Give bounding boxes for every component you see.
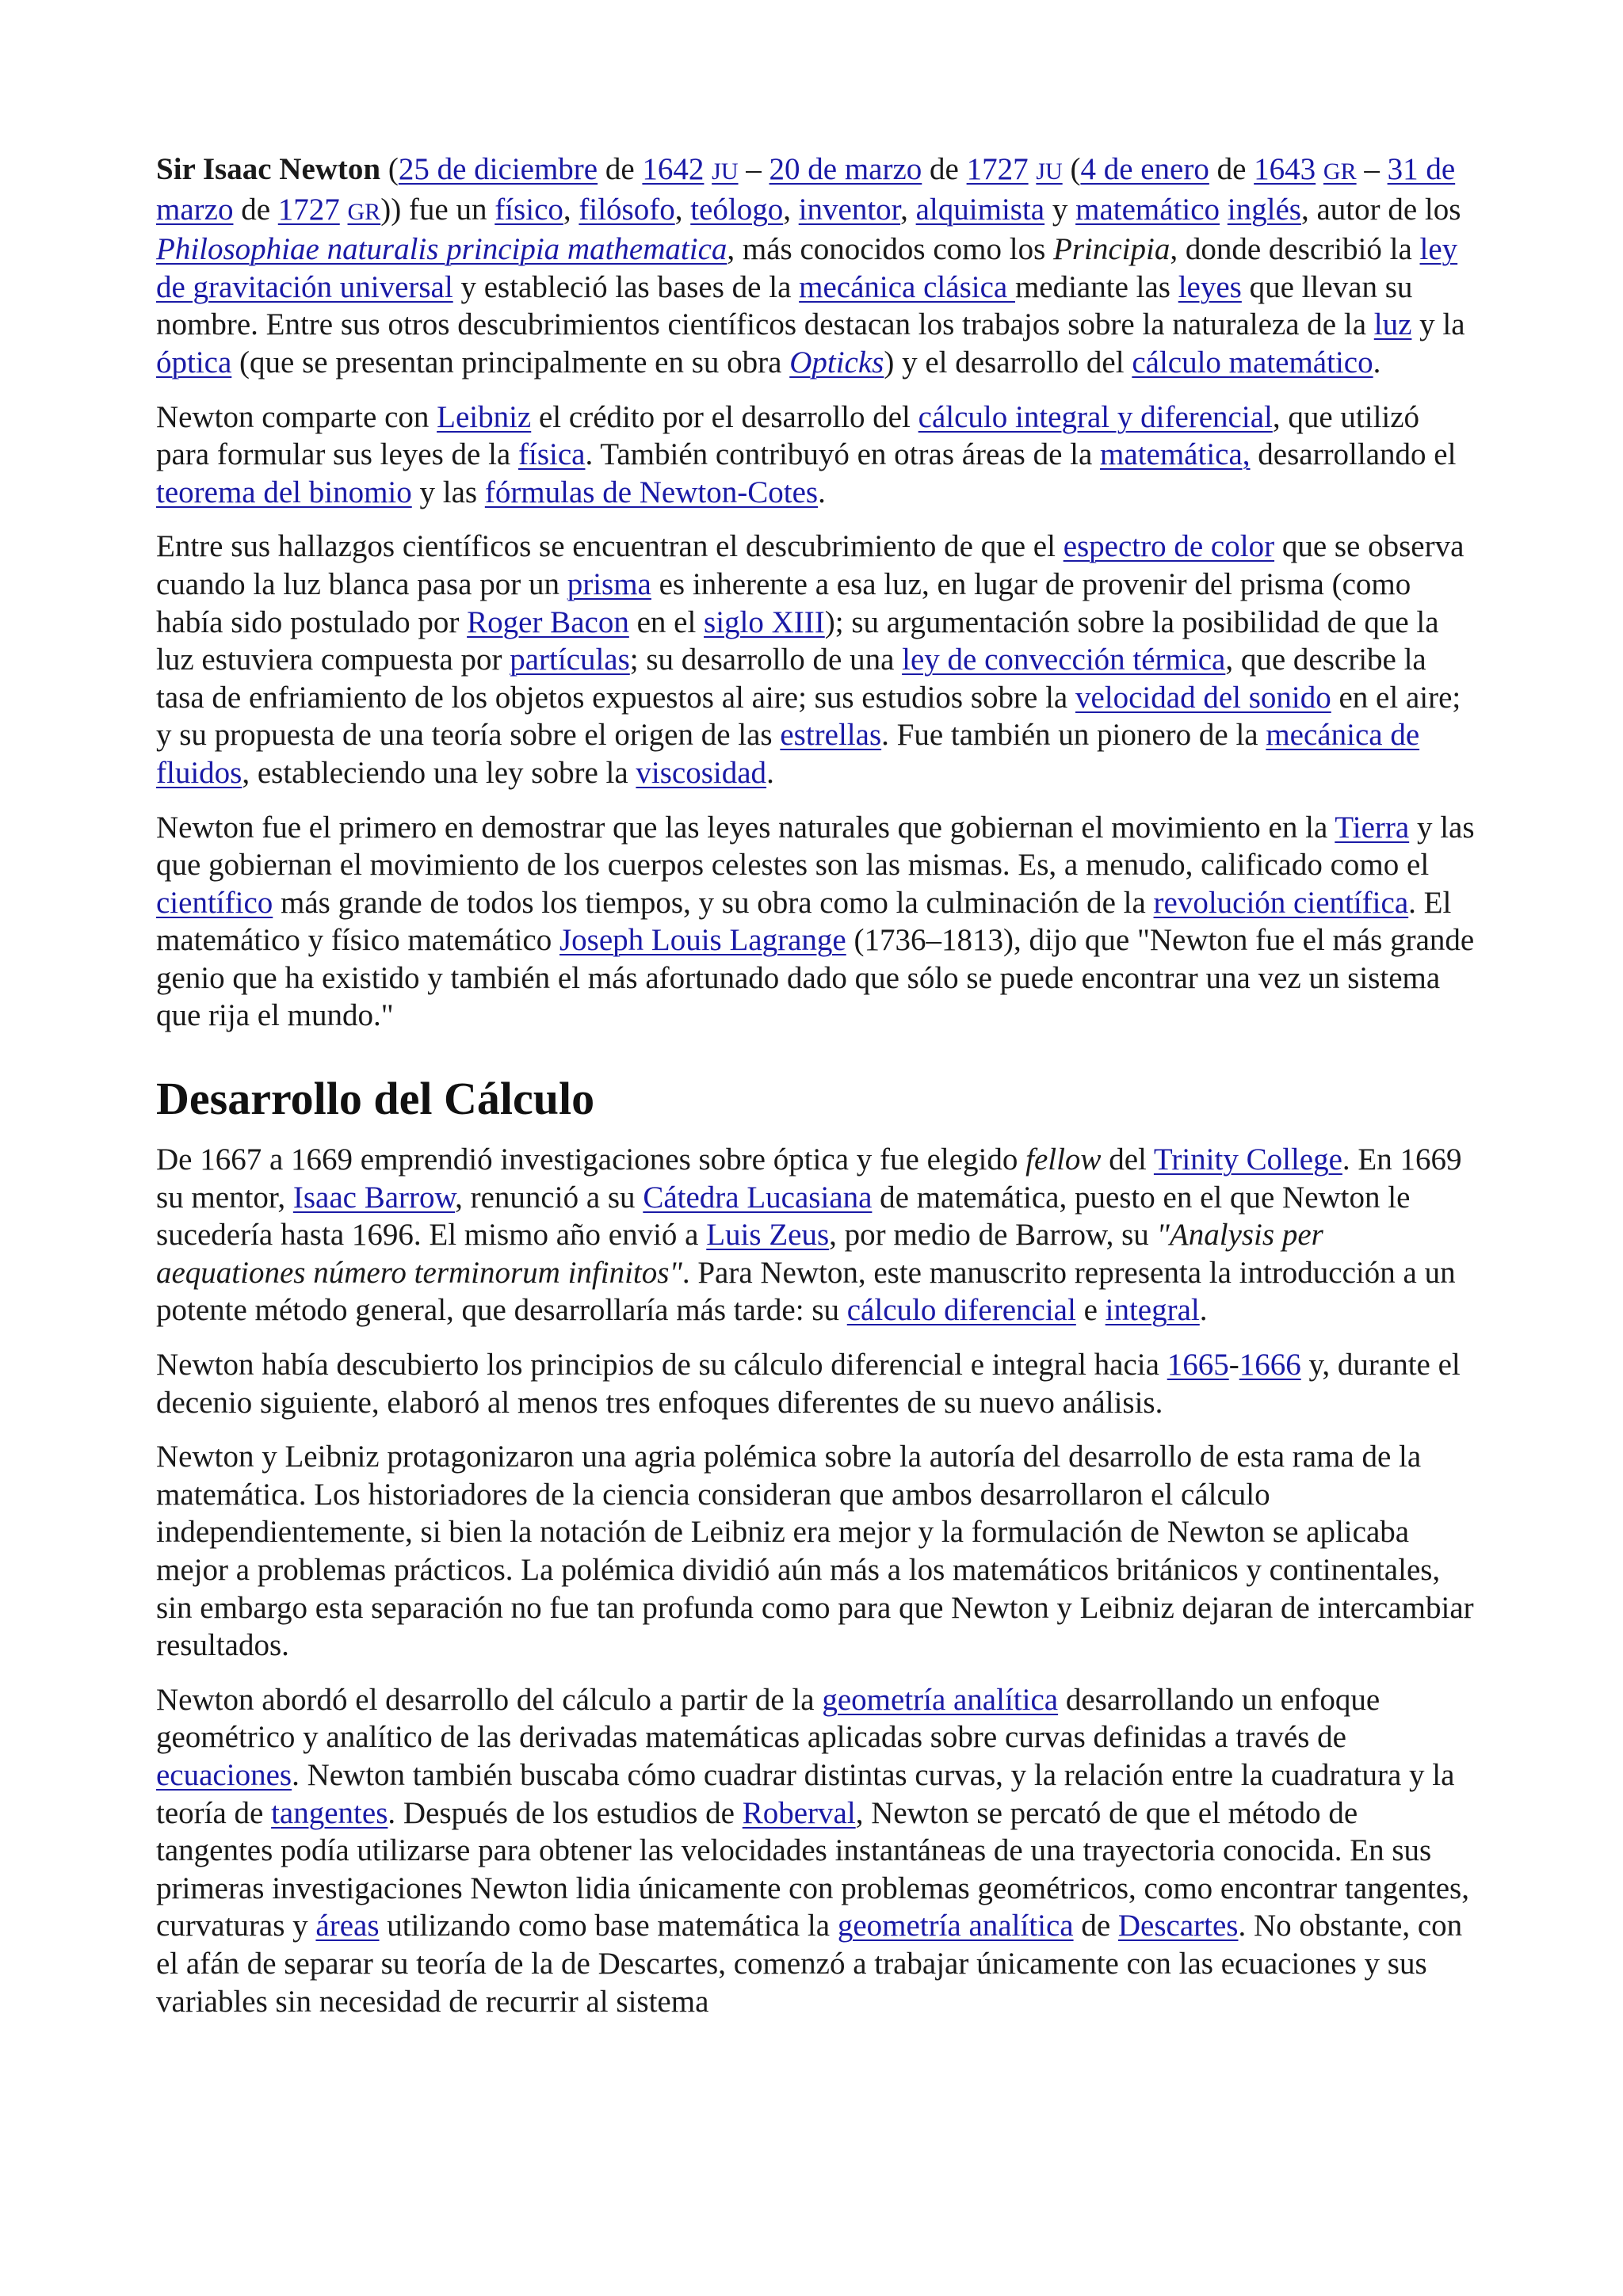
text: , Newton se percató de que el método de tangentes podía utilizarse para obtener las velocidades instantáneas de una trayectoria conocida. En sus primeras investigaciones Newton lidia únicamente con problemas geométricos, como encontrar tangentes, curvaturas y — [156, 1795, 1469, 1943]
link-estrellas[interactable]: estrellas — [780, 718, 882, 753]
link-trinity-college[interactable]: Trinity College — [1153, 1142, 1342, 1177]
link-roger-bacon[interactable]: Roger Bacon — [467, 605, 629, 639]
link-prisma[interactable]: prisma — [567, 566, 651, 601]
text: utilizando como base matemática la — [379, 1909, 838, 1943]
text: del — [1101, 1142, 1154, 1177]
text: . — [818, 475, 826, 509]
text: desarrollando un enfoque geométrico y analítico de las derivadas matemáticas aplicadas sobre curvas definidas a través de — [156, 1682, 1381, 1755]
link-birth-year-gregorian[interactable]: 1643 — [1254, 152, 1316, 186]
text: - — [1228, 1348, 1239, 1383]
text: , autor de los — [1300, 192, 1461, 227]
text: , — [783, 192, 799, 227]
text: , por medio de Barrow, su — [829, 1218, 1157, 1253]
link-julian-calendar[interactable]: JU — [712, 158, 739, 185]
text: De 1667 a 1669 emprendió investigaciones sobre óptica y fue elegido — [156, 1142, 1026, 1177]
link-gravitacion[interactable]: ley de gravitación universal — [156, 232, 1458, 304]
link-teorema-binomio[interactable]: teorema del binomio — [156, 475, 412, 509]
intro-paragraph — [156, 151, 1475, 382]
text: . Después de los estudios de — [388, 1795, 743, 1830]
text: de matemática, puesto en el que Newton le sucedería hasta 1696. El mismo año envió a — [156, 1180, 1411, 1253]
link-geometria-analitica[interactable]: geometría analítica — [822, 1682, 1059, 1717]
article — [156, 151, 1475, 2037]
text: . También contribuyó en otras áreas de la — [585, 437, 1101, 472]
text: . No obstante, con el afán de separar su teoría de la de Descartes, comenzó a trabajar únicamente con las ecuaciones y sus variables sin necesidad de recurrir al sistema — [156, 1909, 1463, 2019]
paragraph-hallazgos — [156, 528, 1475, 791]
text: de — [233, 192, 278, 227]
link-alquimista[interactable]: alquimista — [915, 192, 1045, 227]
text: de — [598, 152, 643, 186]
text: de — [922, 152, 967, 186]
italic-analysis-title: "Analysis per aequationes número terminorum infinitos" — [156, 1218, 1323, 1290]
italic-fellow: fellow — [1025, 1142, 1102, 1177]
link-birth-date[interactable]: 25 de diciembre — [398, 152, 598, 186]
link-integral[interactable]: integral — [1105, 1293, 1200, 1328]
text: y estableció las bases de la — [453, 269, 800, 304]
text: . El matemático y físico matemático — [156, 885, 1452, 958]
paragraph-leibniz — [156, 399, 1475, 512]
link-principia-title: Philosophiae naturalis principia mathematica — [156, 232, 727, 267]
link-luis-zeus[interactable]: Luis Zeus — [706, 1218, 830, 1253]
link-death-year-gregorian[interactable]: 1727 — [277, 192, 340, 227]
link-tangentes[interactable]: tangentes — [271, 1795, 388, 1830]
text: Newton abordó el desarrollo del cálculo a partir de la — [156, 1682, 823, 1717]
link-calculo-matematico[interactable]: cálculo matemático — [1132, 345, 1373, 379]
link-ingles[interactable]: inglés — [1227, 192, 1301, 227]
text: . Newton también buscaba cómo cuadrar distintas curvas, y la relación entre la cuadratura y la teoría de — [156, 1757, 1455, 1830]
link-descartes[interactable]: Descartes — [1117, 1909, 1239, 1943]
link-principia[interactable] — [156, 232, 727, 266]
text: ( — [1062, 152, 1081, 186]
link-catedra-lucasiana[interactable]: Cátedra Lucasiana — [643, 1180, 873, 1215]
link-gregorian-calendar[interactable]: GR — [1323, 158, 1357, 185]
text: y la — [1411, 307, 1465, 342]
link-mecanica-clasica[interactable]: mecánica clásica — [799, 269, 1015, 304]
paragraph-principios — [156, 1346, 1475, 1421]
link-death-date[interactable]: 20 de marzo — [769, 152, 922, 186]
link-particulas[interactable]: partículas — [510, 643, 630, 677]
link-cientifico[interactable]: científico — [156, 885, 273, 920]
link-death-date-gregorian[interactable]: 31 de marzo — [156, 152, 1456, 227]
text: ); su argumentación sobre la posibilidad de que la luz estuviera compuesta por — [156, 605, 1439, 677]
link-leyes[interactable]: leyes — [1178, 269, 1242, 304]
text: )) fue un — [380, 192, 495, 227]
link-ecuaciones[interactable]: ecuaciones — [156, 1757, 292, 1792]
link-julian-calendar[interactable]: JU — [1036, 158, 1063, 185]
link-calculo-diferencial[interactable]: cálculo diferencial — [846, 1293, 1076, 1328]
link-conveccion-termica[interactable]: ley de convección térmica — [902, 643, 1226, 677]
link-filosofo[interactable]: filósofo — [579, 192, 675, 227]
text: y — [1044, 192, 1076, 227]
text — [1029, 152, 1037, 186]
text: más grande de todos los tiempos, y su obra como la culminación de la — [273, 885, 1154, 920]
link-1666[interactable]: 1666 — [1239, 1348, 1301, 1383]
section-heading: Desarrollo del Cálculo — [156, 1073, 595, 1125]
link-velocidad-sonido[interactable]: velocidad del sonido — [1075, 680, 1331, 715]
link-espectro-color[interactable]: espectro de color — [1063, 529, 1275, 564]
text — [340, 193, 348, 227]
paragraph-polemica: Newton y Leibniz protagonizaron una agria polémica sobre la autoría del desarrollo de esta rama de la matemática. Los historiadores de la ciencia consideran que ambos desarrollaron el cálculo independientemente, si bien la notación de Leibniz era mejor y la formulación de Newton se aplicaba mejor a problemas prácticos. La polémica dividió aún más a los matemáticos británicos y continentales, sin embargo esta separación no fue tan profunda como para que Newton y Leibniz dejaran de intercambiar resultados. — [156, 1440, 1474, 1663]
text: – — [738, 152, 769, 186]
text — [1316, 152, 1323, 186]
link-death-year[interactable]: 1727 — [966, 152, 1029, 186]
link-lagrange[interactable]: Joseph Louis Lagrange — [559, 923, 846, 958]
link-birth-date-gregorian[interactable]: 4 de enero — [1080, 152, 1209, 186]
text: de — [1209, 152, 1254, 186]
text: Newton comparte con — [156, 399, 437, 434]
text: , estableciendo una ley sobre la — [242, 755, 636, 790]
text: es inherente a esa luz, en lugar de provenir del prisma (como había sido postulado por — [156, 566, 1411, 639]
link-areas[interactable]: áreas — [315, 1909, 380, 1943]
paragraph-geometria — [156, 1681, 1475, 2020]
link-isaac-barrow[interactable]: Isaac Barrow — [292, 1180, 456, 1215]
link-revolucion-cientifica[interactable]: revolución científica — [1153, 885, 1409, 920]
text: el crédito por el desarrollo del — [531, 399, 918, 434]
italic-principia: Principia — [1053, 232, 1170, 267]
text: que llevan su nombre. Entre sus otros descubrimientos científicos destacan los trabajos sobre la naturaleza de la — [156, 269, 1413, 342]
text: (1736–1813), dijo que "Newton fue el más grande genio que ha existido y también el más afortunado dado que sólo se puede encontrar una vez un sistema que rija el mundo." — [156, 923, 1475, 1033]
link-calculo-integral[interactable]: cálculo integral y diferencial — [918, 399, 1273, 434]
link-fisico[interactable]: físico — [495, 192, 563, 227]
link-tierra[interactable]: Tierra — [1335, 810, 1410, 845]
text: . En 1669 su mentor, — [156, 1142, 1462, 1215]
text: y las — [411, 475, 485, 509]
text: . — [1373, 345, 1381, 379]
text: ; su desarrollo de una — [629, 643, 903, 677]
text: en el — [628, 605, 705, 639]
link-newton-cotes[interactable]: fórmulas de Newton-Cotes — [484, 475, 819, 509]
link-opticks-title: Opticks — [789, 345, 884, 379]
text: , — [563, 192, 579, 227]
text: en el aire; y su propuesta de una teoría sobre el origen de las — [156, 680, 1461, 753]
link-siglo-xiii[interactable]: siglo XIII — [704, 605, 825, 639]
text: e — [1075, 1293, 1106, 1328]
text: mediante las — [1014, 269, 1178, 304]
paragraph-leyes-naturales — [156, 809, 1475, 1035]
link-matematico[interactable]: matemático — [1075, 192, 1220, 227]
text: , — [900, 192, 916, 227]
text: , donde describió la — [1170, 232, 1420, 267]
text: ) y el desarrollo del — [884, 345, 1132, 379]
text: Entre sus hallazgos científicos se encuentran el descubrimiento de que el — [156, 529, 1064, 564]
link-viscosidad[interactable]: viscosidad — [636, 755, 767, 790]
link-birth-year[interactable]: 1642 — [642, 152, 705, 186]
text: . — [766, 755, 774, 790]
text: – — [1356, 152, 1388, 186]
text: que se observa cuando la luz blanca pasa por un — [156, 529, 1465, 601]
paragraph-trinity — [156, 1141, 1475, 1329]
link-leibniz[interactable]: Leibniz — [437, 399, 532, 434]
text: . Para Newton, este manuscrito representa la introducción a un potente método general, que desarrollaría más tarde: su — [156, 1255, 1456, 1328]
link-geometria-analitica-2[interactable]: geometría analítica — [837, 1909, 1074, 1943]
text: , que utilizó para formular sus leyes de la — [156, 399, 1420, 472]
link-gregorian-calendar[interactable]: GR — [347, 198, 381, 225]
link-inventor[interactable]: inventor — [798, 192, 901, 227]
subject-name: Sir Isaac Newton — [156, 152, 381, 186]
link-roberval[interactable]: Roberval — [742, 1795, 856, 1830]
link-mecanica-fluidos[interactable]: mecánica de fluidos — [156, 718, 1420, 790]
text: (que se presentan principalmente en su obra — [231, 345, 790, 379]
text: desarrollando el — [1250, 437, 1457, 472]
text: ( — [380, 152, 399, 186]
link-1665[interactable]: 1665 — [1167, 1348, 1229, 1383]
text: , — [674, 192, 691, 227]
text: . — [1199, 1293, 1208, 1328]
link-teologo[interactable]: teólogo — [690, 192, 784, 227]
link-luz[interactable]: luz — [1373, 307, 1412, 342]
text — [1220, 193, 1228, 227]
link-matematica[interactable]: matemática, — [1100, 437, 1251, 472]
text — [704, 152, 712, 186]
text: , renunció a su — [455, 1180, 643, 1215]
text: , que describe la tasa de enfriamiento de los objetos expuestos al aire; sus estudios sobre la — [156, 643, 1426, 715]
text: de — [1073, 1909, 1118, 1943]
link-optica[interactable]: óptica — [156, 345, 232, 379]
text: Newton fue el primero en demostrar que las leyes naturales que gobiernan el movimiento en la — [156, 810, 1335, 845]
link-opticks[interactable] — [789, 345, 884, 379]
text: y, durante el decenio siguiente, elaboró al menos tres enfoques diferentes de su nuevo análisis. — [156, 1348, 1461, 1420]
link-fisica[interactable]: física — [518, 437, 586, 472]
text: . Fue también un pionero de la — [881, 718, 1266, 753]
text: , más conocidos como los — [727, 232, 1054, 267]
text: Newton había descubierto los principios de su cálculo diferencial e integral hacia — [156, 1348, 1167, 1383]
text: y las que gobiernan el movimiento de los cuerpos celestes son las mismas. Es, a menudo, calificado como el — [156, 810, 1475, 883]
